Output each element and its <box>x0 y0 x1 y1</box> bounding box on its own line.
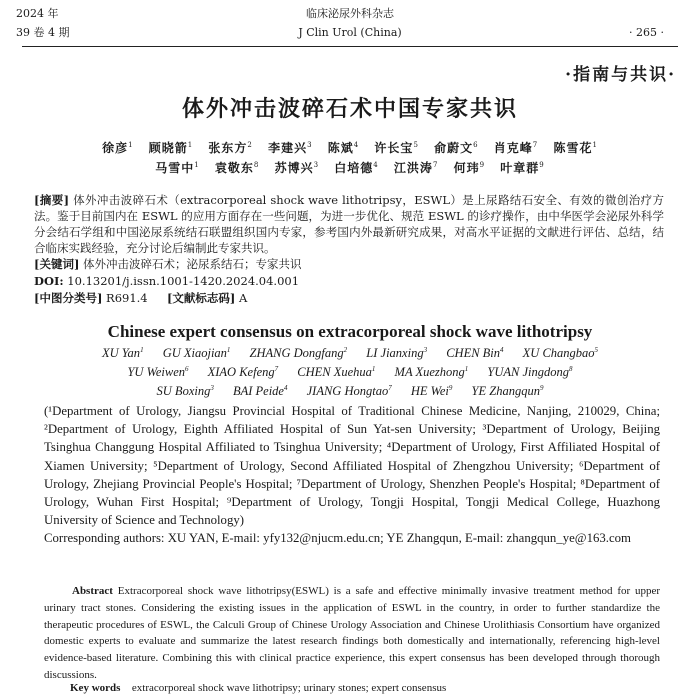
classification-label: [中图分类号] <box>34 291 103 305</box>
author-cn: 袁敬东$^8$ <box>214 161 260 175</box>
abstract-cn-label: [摘要] <box>34 193 70 207</box>
author-en: JIANG Hongtao$^7$ <box>306 383 392 398</box>
author-en: XIAO Kefeng$^7$ <box>207 364 279 379</box>
author-en: BAI Peide$^4$ <box>232 383 288 398</box>
header-journal-cn: 临床泌尿外科杂志 <box>306 7 394 20</box>
author-en: CHEN Xuehua$^1$ <box>297 364 376 379</box>
abstract-en-text: Extracorporeal shock wave lithotripsy(ESWL) is a safe and effective minimally invasive treatment method for upper urinary tract stones. Considering the existing issues in the application of ESWL in the country, in order to further standardize the therapeutic procedures of ESWL, the Calculi Group of Chinese Urology Association and Chinese Urolithiasis Consortium have organized domestic experts to evaluate and summarize the latest research findings both domestically and internationally, referencing high-level evidence-based literature. Combining this with clinical practice experience, this expert consensus has been developed through thorough discussions. <box>44 585 661 681</box>
author-en: CHEN Bin$^4$ <box>446 345 504 360</box>
author-en: MA Xuezhong$^1$ <box>394 364 469 379</box>
author-cn: 江洪涛$^7$ <box>393 161 439 175</box>
author-cn: 徐彦$^1$ <box>102 141 134 155</box>
keywords-en-label: Key words <box>70 682 121 694</box>
author-list-cn-2 <box>40 159 660 176</box>
abstract-en <box>44 583 660 684</box>
author-list-cn <box>40 139 660 156</box>
corresponding-authors: Corresponding authors: XU YAN, E-mail: yfy132@njucm.edu.cn; YE Zhangqun, E-mail: zhangqun_ye@163.com <box>44 531 631 546</box>
affiliations-text: (¹Department of Urology, Jiangsu Provincial Hospital of Traditional Chinese Medicine, Nanjing, 210029, China; ²Department of Urology, Eighth Affiliated Hospital of Sun Yat-sen University; ³Department of Urology, Beijing Tsinghua Changgung Hospital Affiliated to Tsinghua University; ⁴Department of Urology, First Affiliated Hospital of Xiamen University; ⁵Department of Urology, Second Affiliated Hospital of Zhengzhou University; ⁶Department of Urology, Zhejiang Provincial People's Hospital; ⁷Department of Urology, Shenzhen People's Hospital; ⁸Department of Urology, Wuhan First Hospital; ⁹Department of Urology, Tongji Hospital, Tongji Medical College, Huazhong University of Science and Technology) <box>44 404 660 528</box>
author-cn: 许长宝$^5$ <box>374 141 419 155</box>
classification-code: R691.4 <box>106 291 148 305</box>
keywords-en <box>70 682 446 694</box>
header-rule <box>22 46 678 47</box>
author-list-en-2 <box>22 365 678 380</box>
header-page: · 265 · <box>629 26 664 39</box>
keywords-cn <box>34 256 302 272</box>
author-en: YUAN Jingdong$^8$ <box>487 364 573 379</box>
author-cn: 李建兴$^3$ <box>268 141 313 155</box>
author-en: HE Wei$^9$ <box>410 383 453 398</box>
author-cn: 叶章群$^9$ <box>500 161 545 175</box>
author-en: YE Zhangqun$^9$ <box>471 383 544 398</box>
abstract-en-label: Abstract <box>72 585 113 597</box>
author-cn: 陈斌$^4$ <box>327 141 360 155</box>
abstract-cn-text: 体外冲击波碎石术（extracorporeal shock wave lithotripsy，ESWL）是上尿路结石安全、有效的微创治疗方法。鉴于目前国内在 ESWL 的应用方面存在一些问题，为进一步优化、规范 ESWL 的诊疗操作，由中华医学会泌尿外科学分会结石学组和中国泌尿系统结石联盟组织国内专家，参考国内外最新研究成果，对高水平证据的文献进行评估、总结，结合临床实践经验，充分讨论后编制此专家共识。 <box>34 193 665 255</box>
doi-line <box>34 273 299 289</box>
keywords-cn-text: 体外冲击波碎石术；泌尿系结石；专家共识 <box>83 257 302 271</box>
author-en: XU Yan$^1$ <box>101 345 144 360</box>
author-list-en <box>22 346 678 361</box>
keywords-en-text: extracorporeal shock wave lithotripsy; urinary stones; expert consensus <box>131 682 447 694</box>
author-cn: 何玮$^9$ <box>453 161 486 175</box>
header-volume: 39 卷 4 期 <box>16 26 70 39</box>
author-list-en-3 <box>22 384 678 399</box>
author-cn: 陈雪花$^1$ <box>553 141 598 155</box>
header-year: 2024 年 <box>16 7 59 20</box>
keywords-cn-label: [关键词] <box>34 257 80 271</box>
title-en: Chinese expert consensus on extracorporeal shock wave lithotripsy <box>107 322 593 341</box>
author-en: ZHANG Dongfang$^2$ <box>249 345 348 360</box>
author-cn: 苏博兴$^3$ <box>274 161 320 175</box>
author-en: SU Boxing$^3$ <box>156 383 214 398</box>
author-cn: 白培德$^4$ <box>334 161 379 175</box>
author-en: GU Xiaojian$^1$ <box>162 345 231 360</box>
author-en: XU Changbao$^5$ <box>522 345 599 360</box>
author-cn: 马雪中$^1$ <box>155 161 200 175</box>
title-cn: 体外冲击波碎石术中国专家共识 <box>181 96 518 122</box>
author-en: LI Jianxing$^3$ <box>366 345 428 360</box>
author-cn: 顾晓箭$^1$ <box>148 141 194 155</box>
header-journal-en: J Clin Urol (China) <box>298 26 402 39</box>
doc-code-label: [文献标志码] <box>166 291 236 305</box>
doi-link[interactable]: 10.13201/j.issn.1001-1420.2024.04.001 <box>67 274 300 288</box>
author-en: YU Weiwen$^6$ <box>127 364 189 379</box>
classification-line <box>34 290 247 306</box>
affiliations-block <box>44 402 660 548</box>
section-tag: ·指南与共识· <box>565 65 676 85</box>
author-cn: 肖克峰$^7$ <box>493 141 539 155</box>
abstract-cn <box>34 192 664 256</box>
author-cn: 张东方$^2$ <box>208 141 253 155</box>
author-cn: 俞蔚文$^6$ <box>434 141 479 155</box>
doi-label: DOI: <box>34 274 64 288</box>
doc-code: A <box>239 291 248 305</box>
